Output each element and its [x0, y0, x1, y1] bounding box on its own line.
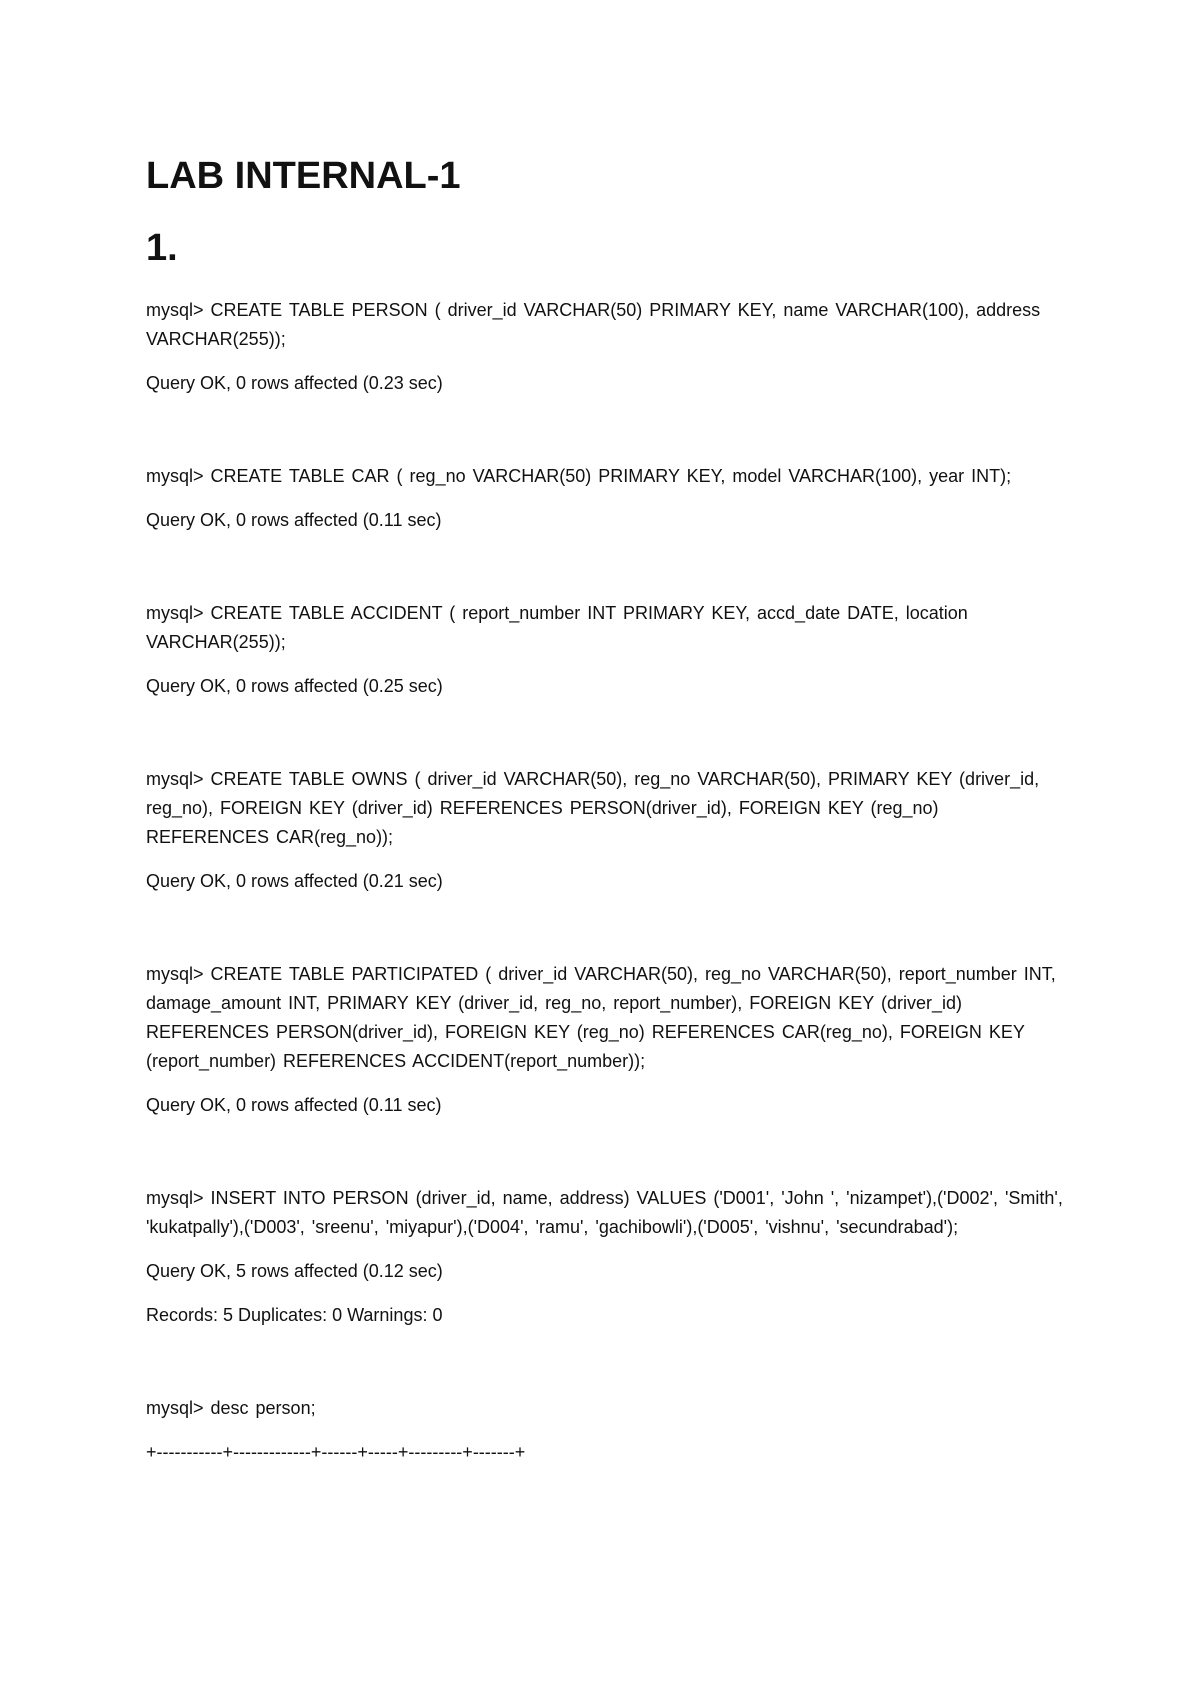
table-border-line: +-----------+-------------+------+-----+---------+-------+ [146, 1442, 526, 1462]
sql-block-create-accident [146, 599, 1066, 701]
sql-command: mysql> CREATE TABLE PARTICIPATED ( driver_id VARCHAR(50), reg_no VARCHAR(50), report_number INT, damage_amount INT, PRIMARY KEY (driver_id, reg_no, report_number), FOREIGN KEY (driver_id) REFERENCES PERSON(driver_id), FOREIGN KEY (reg_no) REFERENCES CAR(reg_no), FOREIGN KEY (report_number) REFERENCES ACCIDENT(report_number)); [146, 964, 1056, 1071]
sql-command: mysql> CREATE TABLE OWNS ( driver_id VARCHAR(50), reg_no VARCHAR(50), PRIMARY KEY (driver_id, reg_no), FOREIGN KEY (driver_id) REFERENCES PERSON(driver_id), FOREIGN KEY (reg_no) REFERENCES CAR(reg_no)); [146, 769, 1040, 847]
sql-block-create-person [146, 296, 1066, 398]
sql-block-create-owns [146, 765, 1066, 896]
sql-block-insert-person [146, 1184, 1066, 1330]
query-output: Query OK, 5 rows affected (0.12 sec) [146, 1261, 443, 1281]
sql-block-create-participated [146, 960, 1066, 1120]
document-title: LAB INTERNAL-1 [146, 155, 461, 197]
query-output: Query OK, 0 rows affected (0.21 sec) [146, 871, 443, 891]
question-number: 1. [146, 227, 178, 269]
query-output: Query OK, 0 rows affected (0.11 sec) [146, 510, 442, 530]
sql-command: mysql> CREATE TABLE CAR ( reg_no VARCHAR(50) PRIMARY KEY, model VARCHAR(100), year INT); [146, 466, 1012, 486]
query-output: Query OK, 0 rows affected (0.23 sec) [146, 373, 443, 393]
document-content [146, 150, 1066, 1467]
query-output: Query OK, 0 rows affected (0.11 sec) [146, 1095, 442, 1115]
query-records-summary: Records: 5 Duplicates: 0 Warnings: 0 [146, 1305, 443, 1325]
sql-command: mysql> CREATE TABLE ACCIDENT ( report_number INT PRIMARY KEY, accd_date DATE, location VARCHAR(255)); [146, 603, 968, 652]
sql-command: mysql> CREATE TABLE PERSON ( driver_id VARCHAR(50) PRIMARY KEY, name VARCHAR(100), address VARCHAR(255)); [146, 300, 1041, 349]
sql-block-desc-person [146, 1394, 1066, 1467]
query-output: Query OK, 0 rows affected (0.25 sec) [146, 676, 443, 696]
sql-block-create-car [146, 462, 1066, 535]
sql-command: mysql> INSERT INTO PERSON (driver_id, name, address) VALUES ('D001', 'John ', 'nizampet'),('D002', 'Smith', 'kukatpally'),('D003', 'sreenu', 'miyapur'),('D004', 'ramu', 'gachibowli'),('D005', 'vishnu', 'secundrabad'); [146, 1188, 1063, 1237]
sql-command: mysql> desc person; [146, 1398, 316, 1418]
